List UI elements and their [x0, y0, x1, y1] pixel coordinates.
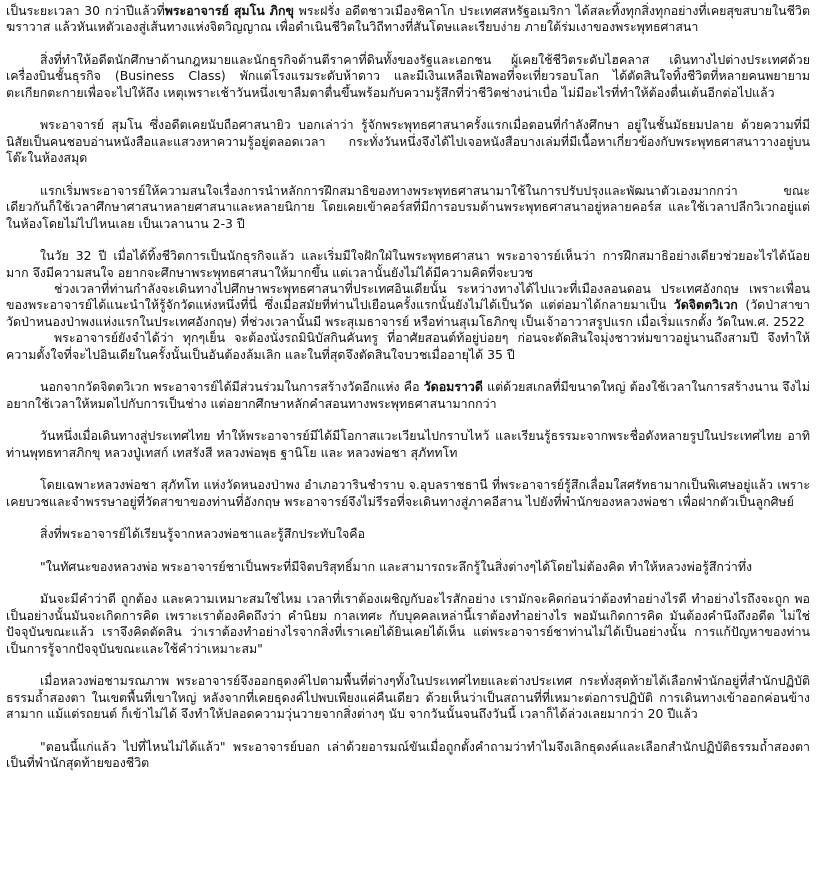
paragraph-amaravati: [6, 379, 810, 412]
text-segment: "ตอนนี้แก่แล้ว ไปที่ไหนไม่ได้แล้ว" พระอาจารย์บอก เล่าด้วยอารมณ์ขันเมื่อถูกตั้งคำถามว่าทำไมจึงเลิกธุดงค์และเลือกสำนักปฏิบัติธรรมถ้ำสองตาเป็นที่พำนักสุดท้ายของชีวิต: [6, 738, 810, 771]
text-segment: สิ่งที่พระอาจารย์ได้เรียนรู้จากหลวงพ่อชาและรู้สึกประทับใจคือ: [40, 526, 366, 542]
text-segment: วันหนึ่งเมื่อเดินทางสู่ประเทศไทย ทำให้พระอาจารย์มีได้มีโอกาสแวะเวียนไปกราบไหว้ และเรียนรู้ธรรมะจากพระชื่อดังหลายรูปในประเทศไทย อาทิ ท่านพุทธทาสภิกขุ หลวงปู่เทสก์ เทสรังสี หลวงพ่อพุธ ฐานิโย และ หลวงพ่อชา สุภัททโท: [6, 428, 810, 460]
paragraph-first-encounter: [6, 117, 810, 166]
text-segment: สิ่งที่ทำให้อดีตนักศึกษาด้านกฎหมายและนักธุรกิจด้านตีราคาที่ดินทั้งของรัฐและเอกชน ผู้เคยใช้ชีวิตระดับไฮคลาส เดินทางไปต่างประเทศด้วยเครื่องบินชั้นธุรกิจ (Business Class) พักแต่โรงแรมระดับห้าดาว และมีเงินเหลือเฟือพอที่จะเที่ยวรอบโลก ได้ตัดสินใจทิ้งชีวิตที่หลายคนพยายามตะเกียกตะกายเพื่อจะไปให้ถึง เหตุเพราะเช้าวันหนึ่งเขาลืมตาตื่นขึ้นพร้อมกับความรู้สึกที่ว่าชีวิตช่างน่าเบื่อ ไม่มีอะไรที่ทำให้ต้องตื่นเต้นอีกต่อไปแล้ว: [6, 52, 810, 100]
paragraph-motivation: [6, 52, 810, 101]
text-segment: เป็นระยะเวลา 30 กว่าปีแล้วที่: [6, 3, 165, 18]
text-segment: พระอาจารย์ สุมโน ซึ่งอดีตเคยนับถือศาสนายิว บอกเล่าว่า รู้จักพระพุทธศาสนาครั้งแรกเมื่อตอนที่กำลังศึกษา อยู่ในชั้นมัธยมปลาย ด้วยความที่มีนิสัยเป็นคนชอบอ่านหนังสือและแสวงหาความรู้อยู่ตลอดเวลา กระทั่งวันหนึ่งจึงได้ไปเจอหนังสือบางเล่มที่มีเนื้อหาเกี่ยวข้องกับพระพุทธศาสนาวางอยู่บนโต๊ะในห้องสมุด: [6, 117, 810, 166]
text-segment: ช่วงเวลาที่ท่านกำลังจะเดินทางไปศึกษาพระพุทธศาสนาที่ประเทศอินเดียนั้น ระหว่างทางได้ไปแวะที่เมืองลอนดอน ประเทศอังกฤษ เพราะเพื่อนของพระอาจารย์ได้แนะนำให้รู้จักวัดแห่งหนึ่งที่นี่ ซึ่งเมื่อสมัยที่ท่านไปเยือนครั้งแรกนั้นยังไม่ได้เป็นวัด แต่ต่อมาได้กลายมาเป็น: [6, 281, 810, 313]
paragraph-quote-start: [6, 559, 810, 575]
paragraph-quote-body: [6, 591, 810, 657]
paragraph-thailand-journey: [6, 428, 810, 461]
text-segment: พระอาจารย์ยังจำได้ว่า ทุกๆเย็น จะต้องนั่งรถมินิบัสกินคันทรู ที่อาศัยสอนต์ท้อยู่บ่อยๆ ก่อนจะตัดสินใจมุ่งชาวห่มขาวอยู่นานถึงสามปี จึงทำให้ความตั้งใจที่จะไปอินเดียในครั้งนั้นเป็นอันต้องล้มเลิก และในที่สุดจึงตัดสินใจบวชเมื่ออายุได้ 35 ปี: [6, 330, 810, 362]
paragraph-lesson-intro: [6, 526, 810, 542]
paragraph-chithurst: [6, 281, 810, 330]
paragraph-meditation-study: [6, 183, 810, 232]
text-segment: นอกจากวัดจิตตวิเวก พระอาจารย์ได้มีส่วนร่วมในการสร้างวัดอีกแห่ง คือ: [40, 379, 424, 395]
paragraph-ajahn-chah: [6, 477, 810, 510]
text-segment: โดยเฉพาะหลวงพ่อชา สุภัทโท แห่งวัดหนองป่าพง อำเภอวารินชำราบ จ.อุบลราชธานี ที่พระอาจารย์รู้สึกเลื่อมใสศรัทธามากเป็นพิเศษอยู่แล้ว เพราะเคยบวชและจำพรรษาอยู่ที่วัดสาขาของท่านที่อังกฤษ พระอาจารย์จึงไม่รีรอที่จะเดินทางสู่ภาคอีสาน ไปยังที่พำนักของหลวงพ่อชา เพื่อฝากตัวเป็นลูกศิษย์: [6, 477, 810, 509]
text-segment: แต่ด้วยสเกลที่มีขนาดใหญ่ ต้องใช้เวลาในการสร้างนาน จึงไม่อยากใช้เวลาให้หมดไปกับการเป็นช่าง แต่อยากศึกษาหลักคำสอนทางพระพุทธศาสนามากกว่า: [6, 379, 810, 411]
text-segment: พระฝรั่ง อดีตชาวเมืองชิคาโก ประเทศสหรัฐอเมริกา ได้สละทิ้งทุกสิ่งทุกอย่างที่เคยสุขสบายในชีวิตฆราวาส แล้วหันเหตัวเองสู่เส้นทางแห่งจิตวิญญาณ เพื่อดำเนินชีวิตในวิถีทางที่สันโดษและเรียบง่าย ภายใต้ร่มเงาของพระพุทธศาสนา: [6, 3, 810, 35]
text-segment: (วัดป่าสาขาวัดป่าหนองป่าพงแห่งแรกในประเทศอังกฤษ) ที่ช่วงเวลานั้นมี พระสุเมธาจารย์ หรือท่านสุเมโธภิกขุ เป็นเจ้าอาวาสรูปแรก เมื่อเริ่มแรกตั้ง วัดในพ.ศ. 2522: [6, 297, 810, 329]
paragraph-ordination: [6, 330, 810, 363]
temple-name-chithurst: วัดจิตตวิเวก: [673, 297, 738, 313]
text-segment: เมื่อหลวงพ่อชามรณภาพ พระอาจารย์จึงออกธุดงค์ไปตามพื้นที่ต่างๆทั้งในประเทศไทยและต่างประเทศ กระทั่งสุดท้ายได้เลือกพำนักอยู่ที่สำนักปฏิบัติธรรมถ้ำสองตา ในเขตพื้นที่เขาใหญ่ หลังจากที่เคยธุดงค์ไปพบเพียงแค่คืนเดียว ด้วยเห็นว่าเป็นสถานที่ที่เหมาะต่อการปฏิบัติ การเดินทางเข้าออกค่อนข้างสามาก แม้แต่รถยนต์ ก็เข้าไม่ได้ จึงทำให้ปลอดความวุ่นวายจากสิ่งต่างๆ นับ จากวันนั้นจนถึงวันนี้ เวลาก็ได้ล่วงเลยมากว่า 20 ปีแล้ว: [6, 673, 810, 722]
paragraph-closing: [6, 739, 810, 772]
quote-text: มันจะมีคำว่าดี ถูกต้อง และความเหมาะสมใช่ไหม เวลาที่เราต้องเผชิญกับอะไรสักอย่าง เรามักจะคิดก่อนว่าต้องทำอย่างไรดี ทำอย่างไรถึงจะถูก พอเป็นอย่างนั้นมันจะเกิดการคิด เพราะเราต้องคิดถึงว่า คำนิยม กาลเทศะ กับบุคคลเหล่านี้เราต้องทำอย่างไร พอมันเกิดการคิด มันต้องคำนึงถึงอดีต ไม่ใช่ปัจจุบันขณะแล้ว เราจึงคิดตัดสิน ว่าเราต้องทำอย่างไรจากสิ่งที่เราเคยได้ยินเคยได้เห็น แต่พระอาจารย์ชาท่านไม่ได้เป็นอย่างนั้น การแก้ปัญหาของท่านเป็นการรู้จากปัจจุบันขณะและใช้คำว่าเหมาะสม": [6, 591, 810, 656]
paragraph-tudong: [6, 673, 810, 722]
paragraph-age-32: [6, 248, 810, 281]
text-segment: แรกเริ่มพระอาจารย์ให้ความสนใจเรื่องการนำหลักการฝึกสมาธิของทางพระพุทธศาสนามาใช้ในการปรับปรุงและพัฒนาตัวเองมากกว่า ขณะเดียวกันก็ใช้เวลาศึกษาศาสนาหลายศาสนาและหลายนิกาย โดยเคยเข้าคอร์สที่มีการอบรมด้านพระพุทธศาสนาอยู่หลายคอร์ส และใช้เวลาปลีกวิเวกอยู่แต่ในห้องโดยไม่ไปไหนเลย เป็นเวลานาน 2-3 ปี: [6, 182, 810, 231]
monk-name: พระอาจารย์ สุมโน ภิกขุ: [164, 3, 294, 18]
temple-name-amaravati: วัดอมราวดี: [423, 379, 483, 395]
paragraph-intro: [6, 3, 810, 36]
text-segment: ในวัย 32 ปี เมื่อได้ทิ้งชีวิตการเป็นนักธุรกิจแล้ว และเริ่มมีใจฝักใฝ่ในพระพุทธศาสนา พระอาจารย์เห็นว่า การฝึกสมาธิอย่างเดียวช่วยอะไรได้น้อยมาก จึงมีความสนใจ อยากจะศึกษาพระพุทธศาสนาให้มากขึ้น แต่เวลานั้นยังไม่ได้มีความคิดที่จะบวช: [6, 248, 810, 280]
quote-text: "ในทัศนะของหลวงพ่อ พระอาจารย์ชาเป็นพระที่มีจิตบริสุทธิ์มาก และสามารถระลึกรู้ในสิ่งต่างๆได้โดยไม่ต้องคิด ทำให้หลวงพ่อรู้สึกว่าทึ่ง: [40, 558, 753, 574]
